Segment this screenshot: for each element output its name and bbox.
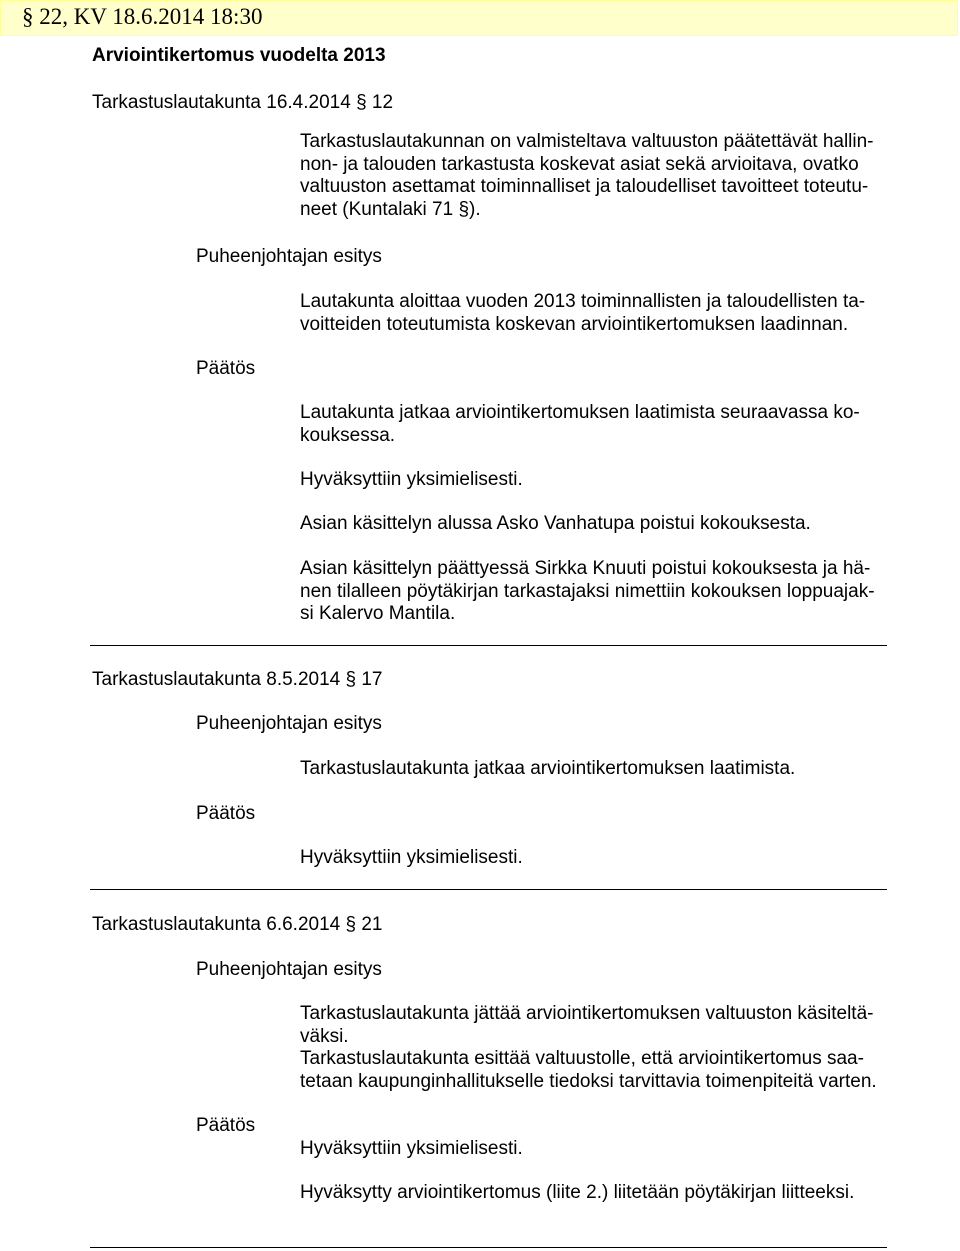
meeting-intro bbox=[300, 131, 900, 221]
text-line: Tarkastuslautakunta jatkaa arviointikertomuksen laatimista. bbox=[300, 758, 796, 779]
decision-label: Päätös bbox=[196, 358, 256, 379]
section-reference: § 22, KV 18.6.2014 18:30 bbox=[22, 4, 263, 29]
decision-label: Päätös bbox=[196, 1115, 256, 1136]
section-divider bbox=[90, 645, 887, 646]
section-divider bbox=[90, 1247, 887, 1248]
decision-paragraph bbox=[300, 847, 900, 870]
meeting-heading: Tarkastuslautakunta 6.6.2014 § 21 bbox=[92, 914, 383, 935]
decision-paragraph bbox=[300, 1138, 900, 1161]
proposal-text bbox=[300, 291, 900, 336]
text-line: si Kalervo Mantila. bbox=[300, 603, 456, 624]
text-line: kouksessa. bbox=[300, 424, 396, 446]
decision-label: Päätös bbox=[196, 803, 256, 824]
text-line: Tarkastuslautakunta esittää valtuustolle, että arviointikertomus saa- bbox=[300, 1048, 864, 1069]
text-line: Asian käsittelyn päättyessä Sirkka Knuuti poistui kokouksesta ja hä- bbox=[300, 558, 871, 579]
text-line: Tarkastuslautakunta jättää arviointikertomuksen valtuuston käsiteltä- bbox=[300, 1003, 874, 1024]
text-line: Hyväksyttiin yksimielisesti. bbox=[300, 469, 523, 490]
text-line: tetaan kaupunginhallitukselle tiedoksi tarvittavia toimenpiteitä varten. bbox=[300, 1070, 877, 1092]
proposal-text bbox=[300, 1003, 900, 1093]
text-line: voitteiden toteutumista koskevan arviointikertomuksen laadinnan. bbox=[300, 313, 849, 335]
text-line: valtuuston asettamat toiminnalliset ja taloudelliset tavoitteet toteutu- bbox=[300, 176, 869, 197]
meeting-heading: Tarkastuslautakunta 8.5.2014 § 17 bbox=[92, 669, 383, 690]
proposal-label: Puheenjohtajan esitys bbox=[196, 713, 382, 734]
decision-paragraph bbox=[300, 469, 900, 492]
proposal-label: Puheenjohtajan esitys bbox=[196, 246, 382, 267]
decision-paragraph bbox=[300, 513, 900, 536]
proposal-text bbox=[300, 758, 900, 781]
text-line: Hyväksyttiin yksimielisesti. bbox=[300, 1138, 523, 1159]
text-line: Lautakunta aloittaa vuoden 2013 toiminnallisten ja taloudellisten ta- bbox=[300, 291, 866, 312]
document-title: Arviointikertomus vuodelta 2013 bbox=[92, 45, 386, 66]
text-line: Tarkastuslautakunnan on valmisteltava valtuuston päätettävät hallin- bbox=[300, 131, 874, 152]
meeting-heading: Tarkastuslautakunta 16.4.2014 § 12 bbox=[92, 92, 394, 113]
text-line: Hyväksyttiin yksimielisesti. bbox=[300, 847, 523, 868]
decision-paragraph bbox=[300, 558, 900, 626]
text-line: nen tilalleen pöytäkirjan tarkastajaksi nimettiin kokouksen loppuajak- bbox=[300, 580, 875, 602]
section-divider bbox=[90, 889, 887, 890]
text-line: Lautakunta jatkaa arviointikertomuksen laatimista seuraavassa ko- bbox=[300, 402, 860, 423]
text-line: Asian käsittelyn alussa Asko Vanhatupa poistui kokouksesta. bbox=[300, 513, 811, 534]
proposal-label: Puheenjohtajan esitys bbox=[196, 959, 382, 980]
text-line: non- ja talouden tarkastusta koskevat asiat sekä arvioitava, ovatko bbox=[300, 153, 859, 175]
decision-paragraph bbox=[300, 1182, 900, 1205]
text-line: väksi. bbox=[300, 1025, 349, 1047]
text-line: neet (Kuntalaki 71 §). bbox=[300, 198, 481, 220]
decision-paragraph bbox=[300, 402, 900, 447]
text-line: Hyväksytty arviointikertomus (liite 2.) liitetään pöytäkirjan liitteeksi. bbox=[300, 1182, 855, 1203]
